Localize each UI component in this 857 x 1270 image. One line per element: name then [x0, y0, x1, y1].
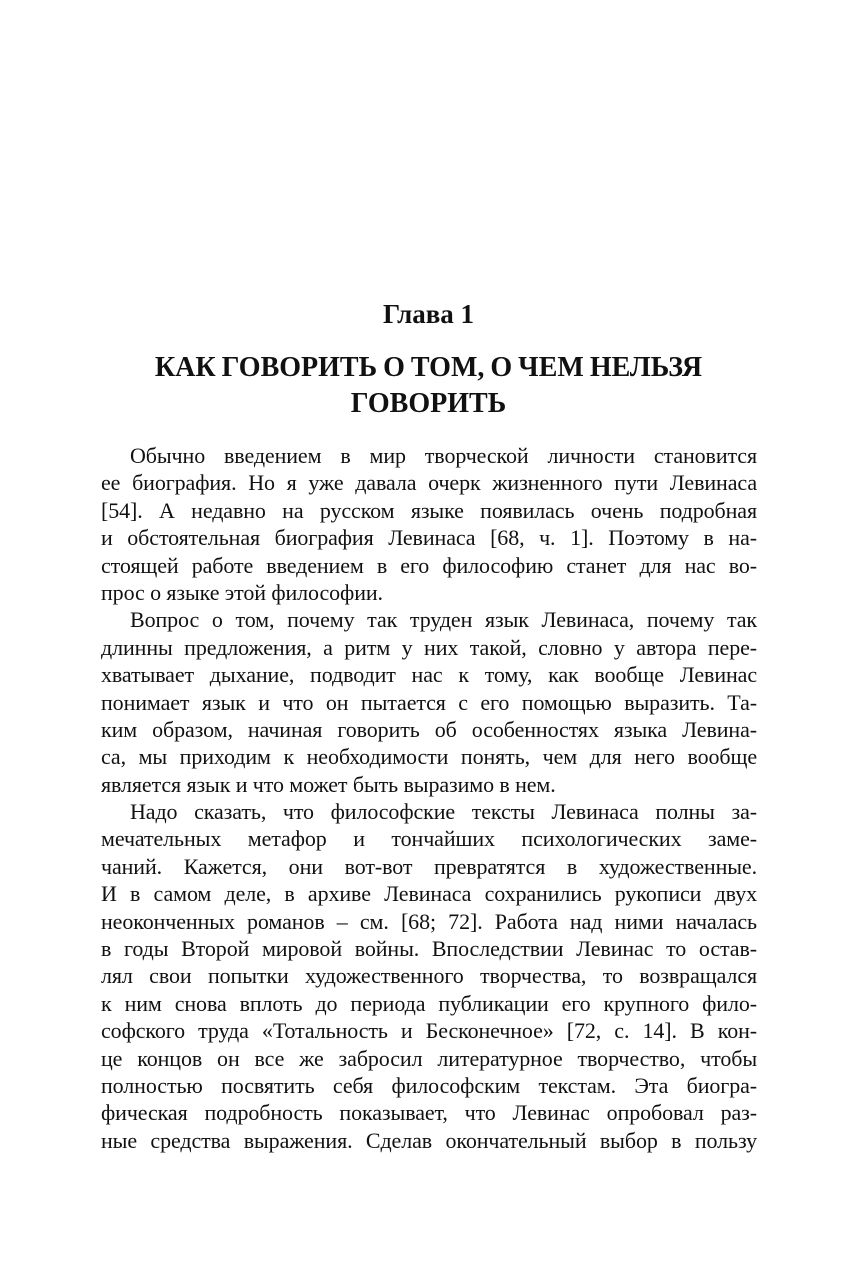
- text-line: полностью посвятить себя философским текстам. Эта биогра-: [101, 1072, 757, 1098]
- text-line: Надо сказать, что философские тексты Левинаса полны за-: [130, 799, 757, 825]
- text-line: лял свои попытки художественного творчества, то возвращался: [101, 963, 757, 989]
- text-line: стоящей работе введением в его философию станет для нас во-: [101, 552, 757, 578]
- body-text: [101, 442, 757, 1154]
- text-line: понимает язык и что он пытается с его помощью выразить. Та-: [101, 689, 757, 715]
- text-line: И в самом деле, в архиве Левинаса сохранились рукописи двух: [101, 881, 757, 907]
- chapter-title: [100, 350, 757, 422]
- text-line: Вопрос о том, почему так труден язык Левинаса, почему так: [130, 607, 757, 633]
- text-line: чаний. Кажется, они вот-вот превратятся в художественные.: [101, 853, 757, 879]
- text-line: са, мы приходим к необходимости понять, чем для него вообще: [101, 744, 757, 770]
- text-line: мечательных метафор и тончайших психологических заме-: [101, 826, 757, 852]
- text-line: длинны предложения, а ритм у них такой, словно у автора пере-: [101, 634, 757, 660]
- text-line: прос о языке этой философии.: [101, 579, 383, 605]
- text-line: [54]. А недавно на русском языке появилась очень подробная: [101, 497, 757, 523]
- text-line: является язык и что может быть выразимо в нем.: [101, 771, 556, 797]
- paragraph: [101, 606, 757, 798]
- text-line: це концов он все же забросил литературное творчество, чтобы: [101, 1045, 757, 1071]
- paragraph: [101, 798, 757, 1154]
- text-line: в годы Второй мировой войны. Впоследствии Левинас то остав-: [101, 936, 757, 962]
- chapter-title-line: КАК ГОВОРИТЬ О ТОМ, О ЧЕМ НЕЛЬЗЯ: [154, 352, 703, 383]
- chapter-number: Глава 1: [382, 299, 475, 329]
- text-line: Обычно введением в мир творческой личности становится: [130, 443, 757, 468]
- text-line: ее биография. Но я уже давала очерк жизненного пути Левинаса: [101, 470, 757, 496]
- text-line: ким образом, начиная говорить об особенностях языка Левина-: [101, 716, 757, 742]
- text-line: софского труда «Тотальность и Бесконечное» [72, с. 14]. В кон-: [101, 1018, 757, 1044]
- text-line: хватывает дыхание, подводит нас к тому, как вообще Левинас: [101, 662, 757, 688]
- text-line: фическая подробность показывает, что Левинас опробовал раз-: [101, 1100, 757, 1126]
- paragraph: [101, 442, 757, 606]
- text-line: ные средства выражения. Сделав окончательный выбор в пользу: [101, 1127, 757, 1153]
- text-line: неоконченных романов – см. [68; 72]. Работа над ними началась: [101, 908, 757, 934]
- text-line: и обстоятельная биография Левинаса [68, ч. 1]. Поэтому в на-: [101, 525, 757, 551]
- text-line: к ним снова вплоть до периода публикации его крупного фило-: [101, 990, 757, 1016]
- chapter-title-line: ГОВОРИТЬ: [350, 388, 507, 419]
